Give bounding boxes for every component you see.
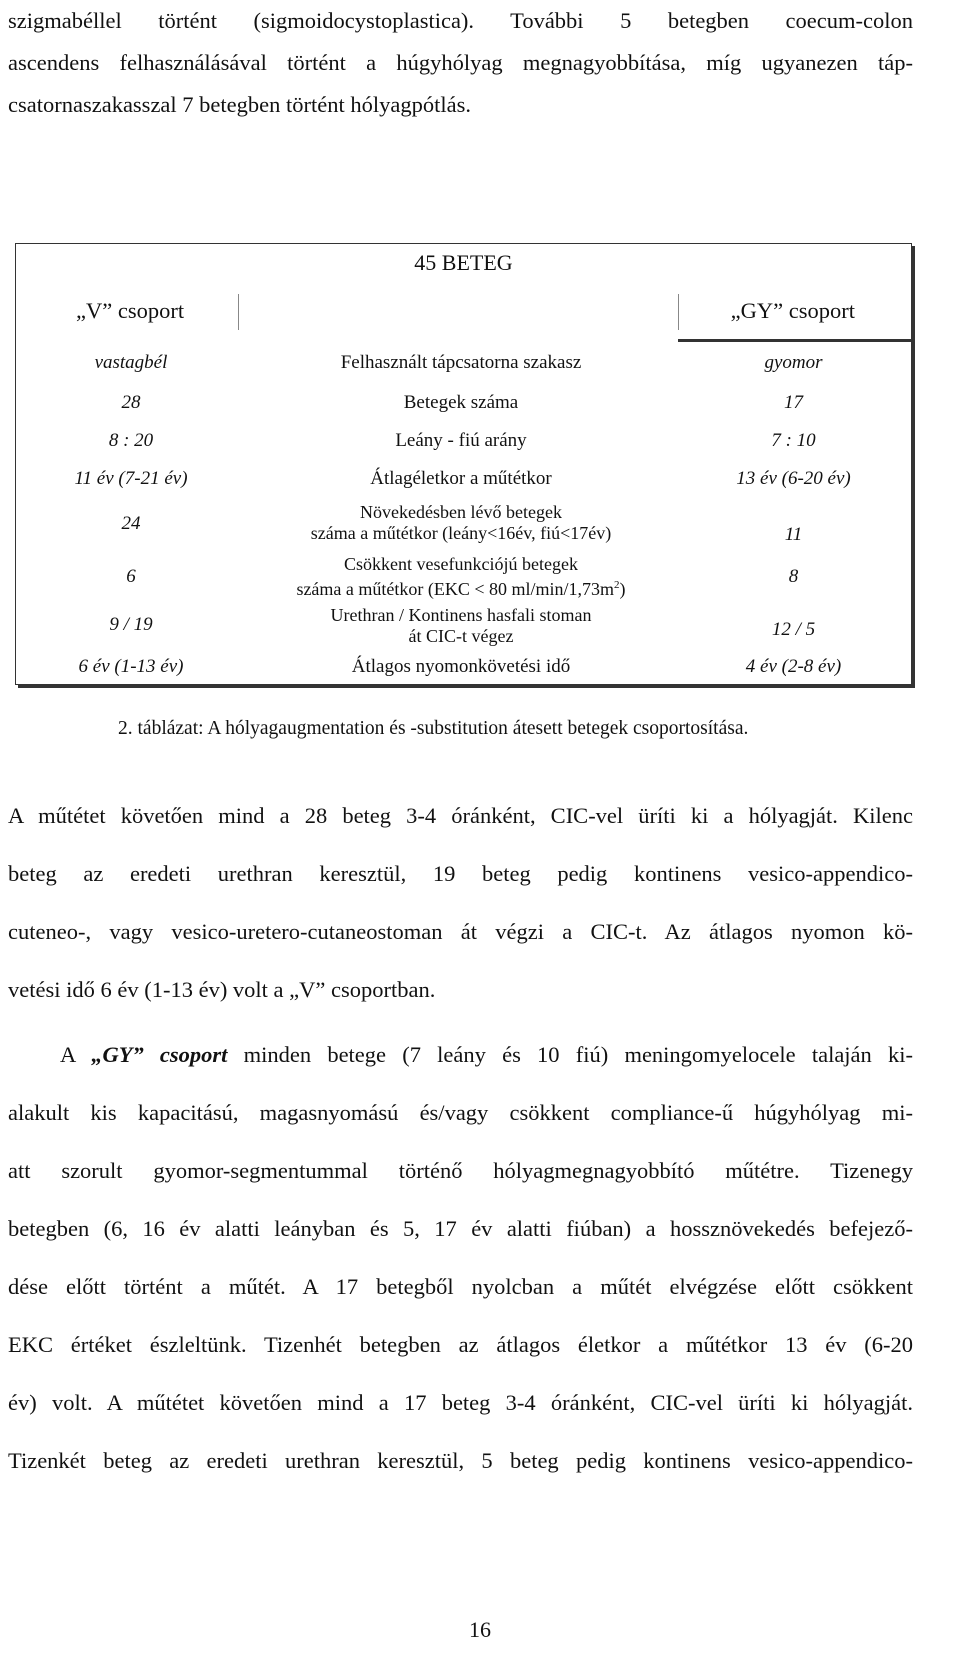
text-line: A műtétet követően mind a 28 beteg 3-4 óránként, CIC-vel üríti ki a hólyagját. Kilenc (8, 803, 913, 828)
row-label-text: ) (619, 579, 626, 599)
text-line: beteg az eredeti urethran keresztül, 19 beteg pedig kontinens vesico-appendico- (8, 861, 913, 886)
row-label-line (246, 575, 676, 600)
table-cell: 12 / 5 (771, 619, 816, 640)
text-line: alakult kis kapacitású, magasnyomású és/vagy csökkent compliance-ű húgyhólyag mi- (8, 1100, 913, 1125)
text-line: év) volt. A műtétet követően mind a 17 beteg 3-4 óránként, CIC-vel üríti ki hólyagját. (8, 1390, 913, 1415)
column-divider (678, 294, 679, 330)
text-line: cuteneo-, vagy vesico-uretero-cutaneostoman át végzi a CIC-t. Az átlagos nyomon kö- (8, 919, 913, 944)
table-cell: vastagbél (94, 352, 168, 373)
emphasis-group-name: „GY” csoport (91, 1042, 228, 1067)
row-label-line: át CIC-t végez (408, 626, 514, 646)
text-line: csatornaszakasszal 7 betegben történt hólyagpótlás. (8, 92, 471, 117)
text-line: szigmabéllel történt (sigmoidocystoplastica). További 5 betegben coecum-colon (8, 8, 913, 33)
table-title: 45 BETEG (414, 250, 513, 275)
text-line: Tizenkét beteg az eredeti urethran keresztül, 5 beteg pedig kontinens vesico-appendico- (8, 1448, 913, 1473)
text-line: dése előtt történt a műtét. A 17 betegből nyolcban a műtét elvégzése előtt csökkent (8, 1274, 913, 1299)
group-v-heading: „V” csoport (76, 298, 185, 323)
table-row-label: Leány - fiú arány (395, 430, 527, 451)
table-row-label (246, 605, 676, 647)
text-line: betegben (6, 16 év alatti leányban és 5, 17 év alatti fiúban) a hossznövekedés befejező- (8, 1216, 913, 1241)
table-row-label: Átlagéletkor a műtétkor (370, 468, 552, 489)
text-line (8, 1026, 913, 1084)
paragraph-v-group (8, 787, 913, 1019)
text-line: vetési idő 6 év (1-13 év) volt a „V” csoportban. (8, 977, 436, 1002)
table-cell: gyomor (764, 352, 823, 373)
row-label-text: száma a műtétkor (EKC < 80 ml/min/1,73m (296, 579, 615, 599)
table-cell: 17 (784, 392, 803, 413)
intro-paragraph (8, 0, 913, 126)
table-caption: 2. táblázat: A hólyagaugmentation és -substitution átesett betegek csoportosítása. (118, 718, 749, 739)
table-row-label: Betegek száma (403, 392, 519, 413)
text-line: EKC értéket észleltünk. Tizenhét betegben az átlagos életkor a műtétkor 13 év (6-20 (8, 1332, 913, 1357)
header-rule (678, 339, 911, 342)
superscript: 2 (614, 579, 620, 591)
row-label-line: Urethran / Kontinens hasfali stoman (330, 605, 592, 625)
table-cell: 24 (121, 513, 141, 534)
row-label-line: Csökkent vesefunkciójú betegek (344, 554, 578, 574)
table-cell: 11 év (7-21 év) (74, 468, 188, 489)
table-cell: 8 (788, 566, 799, 587)
text-line: ascendens felhasználásával történt a húgyhólyag megnagyobbítása, míg ugyanezen táp- (8, 50, 913, 75)
column-divider (238, 294, 239, 330)
page-number: 16 (469, 1617, 491, 1642)
table-cell: 6 év (1-13 év) (78, 656, 184, 677)
row-label-line: Növekedésben lévő betegek (360, 502, 562, 522)
table-cell: 4 év (2-8 év) (745, 656, 842, 677)
table-cell: 9 / 19 (109, 614, 153, 635)
table-cell: 6 (126, 566, 136, 587)
table-row-label (246, 502, 676, 544)
text-run: minden betege (7 leány és 10 fiú) meningomyelocele talaján ki- (227, 1042, 913, 1067)
paragraph-gy-group (8, 1026, 913, 1490)
group-gy-heading: „GY” csoport (730, 298, 855, 323)
text-line: att szorult gyomor-segmentummal történő hólyagmegnagyobbító műtétre. Tizenegy (8, 1158, 913, 1183)
row-label-line: száma a műtétkor (leány<16év, fiú<17év) (310, 523, 612, 543)
text-run: A (60, 1042, 92, 1067)
table-row-label: Felhasznált tápcsatorna szakasz (340, 352, 582, 373)
table-row-label (246, 554, 676, 600)
table-cell: 8 : 20 (108, 430, 154, 451)
table-cell: 7 : 10 (771, 430, 816, 451)
table-cell: 11 (784, 524, 803, 545)
table-row-label: Átlagos nyomonkövetési idő (351, 656, 571, 677)
table-cell: 13 év (6-20 év) (736, 468, 851, 489)
patient-groups-table (15, 243, 912, 685)
table-cell: 28 (121, 392, 141, 413)
